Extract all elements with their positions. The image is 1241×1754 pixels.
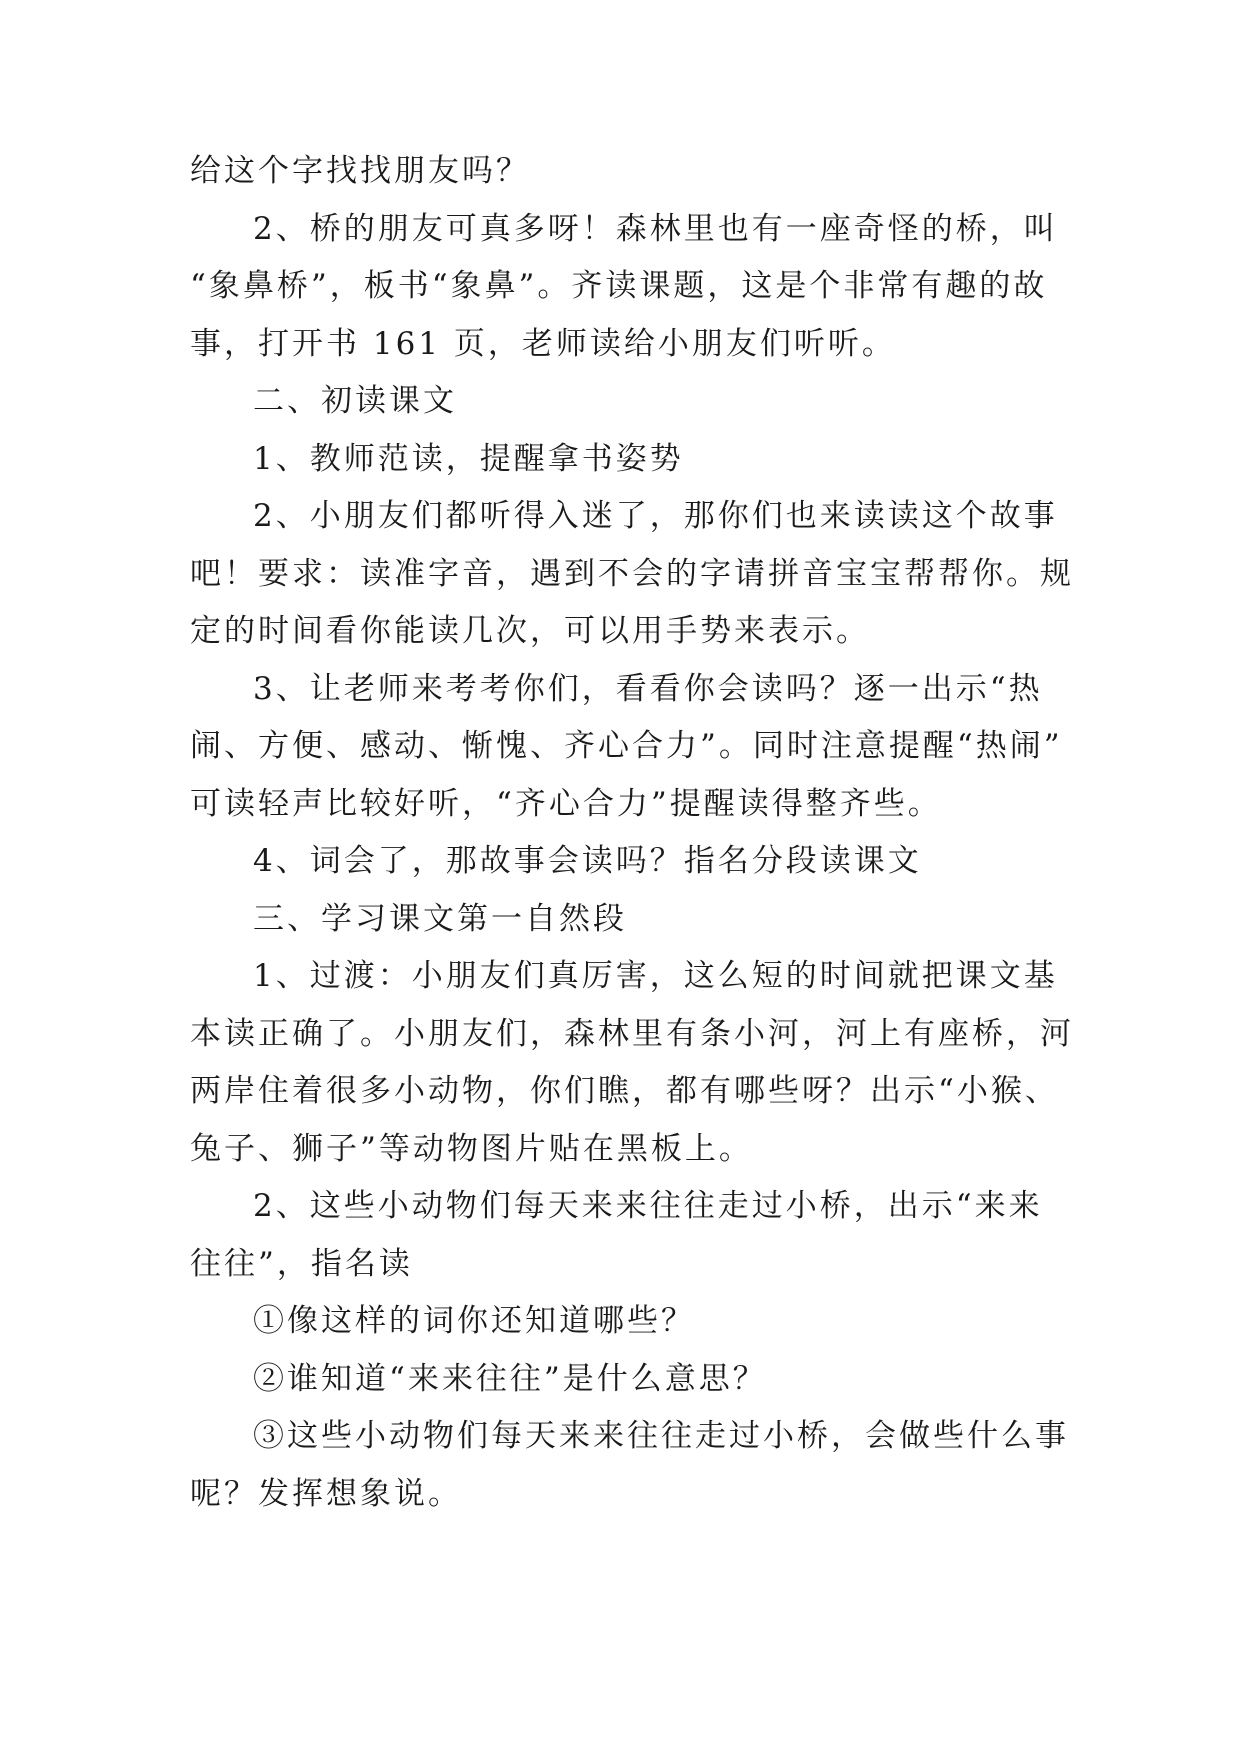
text-line: 4、词会了，那故事会读吗？指名分段读课文 xyxy=(253,843,922,879)
text-line: 2、桥的朋友可真多呀！森林里也有一座奇怪的桥，叫 xyxy=(253,211,1058,247)
text-line: 两岸住着很多小动物，你们瞧，都有哪些呀？出示“小猴、 xyxy=(190,1073,1059,1109)
text-line: 可读轻声比较好听，“齐心合力”提醒读得整齐些。 xyxy=(190,786,942,822)
text-line: ①像这样的词你还知道哪些？ xyxy=(253,1303,695,1339)
text-line: 往往”，指名读 xyxy=(190,1246,413,1282)
text-line: 定的时间看你能读几次，可以用手势来表示。 xyxy=(190,613,870,649)
text-line: 1、过渡：小朋友们真厉害，这么短的时间就把课文基 xyxy=(253,958,1058,994)
text-line: “象鼻桥”，板书“象鼻”。齐读课题，这是个非常有趣的故 xyxy=(190,268,1048,304)
text-line: 3、让老师来考考你们，看看你会读吗？逐一出示“热 xyxy=(253,671,1043,707)
text-line: 本读正确了。小朋友们，森林里有条小河，河上有座桥，河 xyxy=(190,1016,1074,1052)
section-heading: 二、初读课文 xyxy=(253,383,457,419)
text-line: ③这些小动物们每天来来往往走过小桥，会做些什么事 xyxy=(253,1418,1069,1454)
text-line: 呢？发挥想象说。 xyxy=(190,1476,462,1512)
text-line: 2、小朋友们都听得入迷了，那你们也来读读这个故事 xyxy=(253,498,1058,534)
text-line: 吧！要求：读准字音，遇到不会的字请拼音宝宝帮帮你。规 xyxy=(190,556,1074,592)
text-line: 闹、方便、感动、惭愧、齐心合力”。同时注意提醒“热闹” xyxy=(190,728,1063,764)
text-line: 2、这些小动物们每天来来往往走过小桥，出示“来来 xyxy=(253,1188,1043,1224)
section-heading: 三、学习课文第一自然段 xyxy=(253,901,627,937)
text-line: 事，打开书 161 页，老师读给小朋友们听听。 xyxy=(190,326,896,362)
text-line: 1、教师范读，提醒拿书姿势 xyxy=(253,441,684,477)
text-line: ②谁知道“来来往往”是什么意思？ xyxy=(253,1361,767,1397)
text-line: 给这个字找找朋友吗？ xyxy=(190,153,530,189)
text-line: 兔子、狮子”等动物图片贴在黑板上。 xyxy=(190,1131,753,1167)
